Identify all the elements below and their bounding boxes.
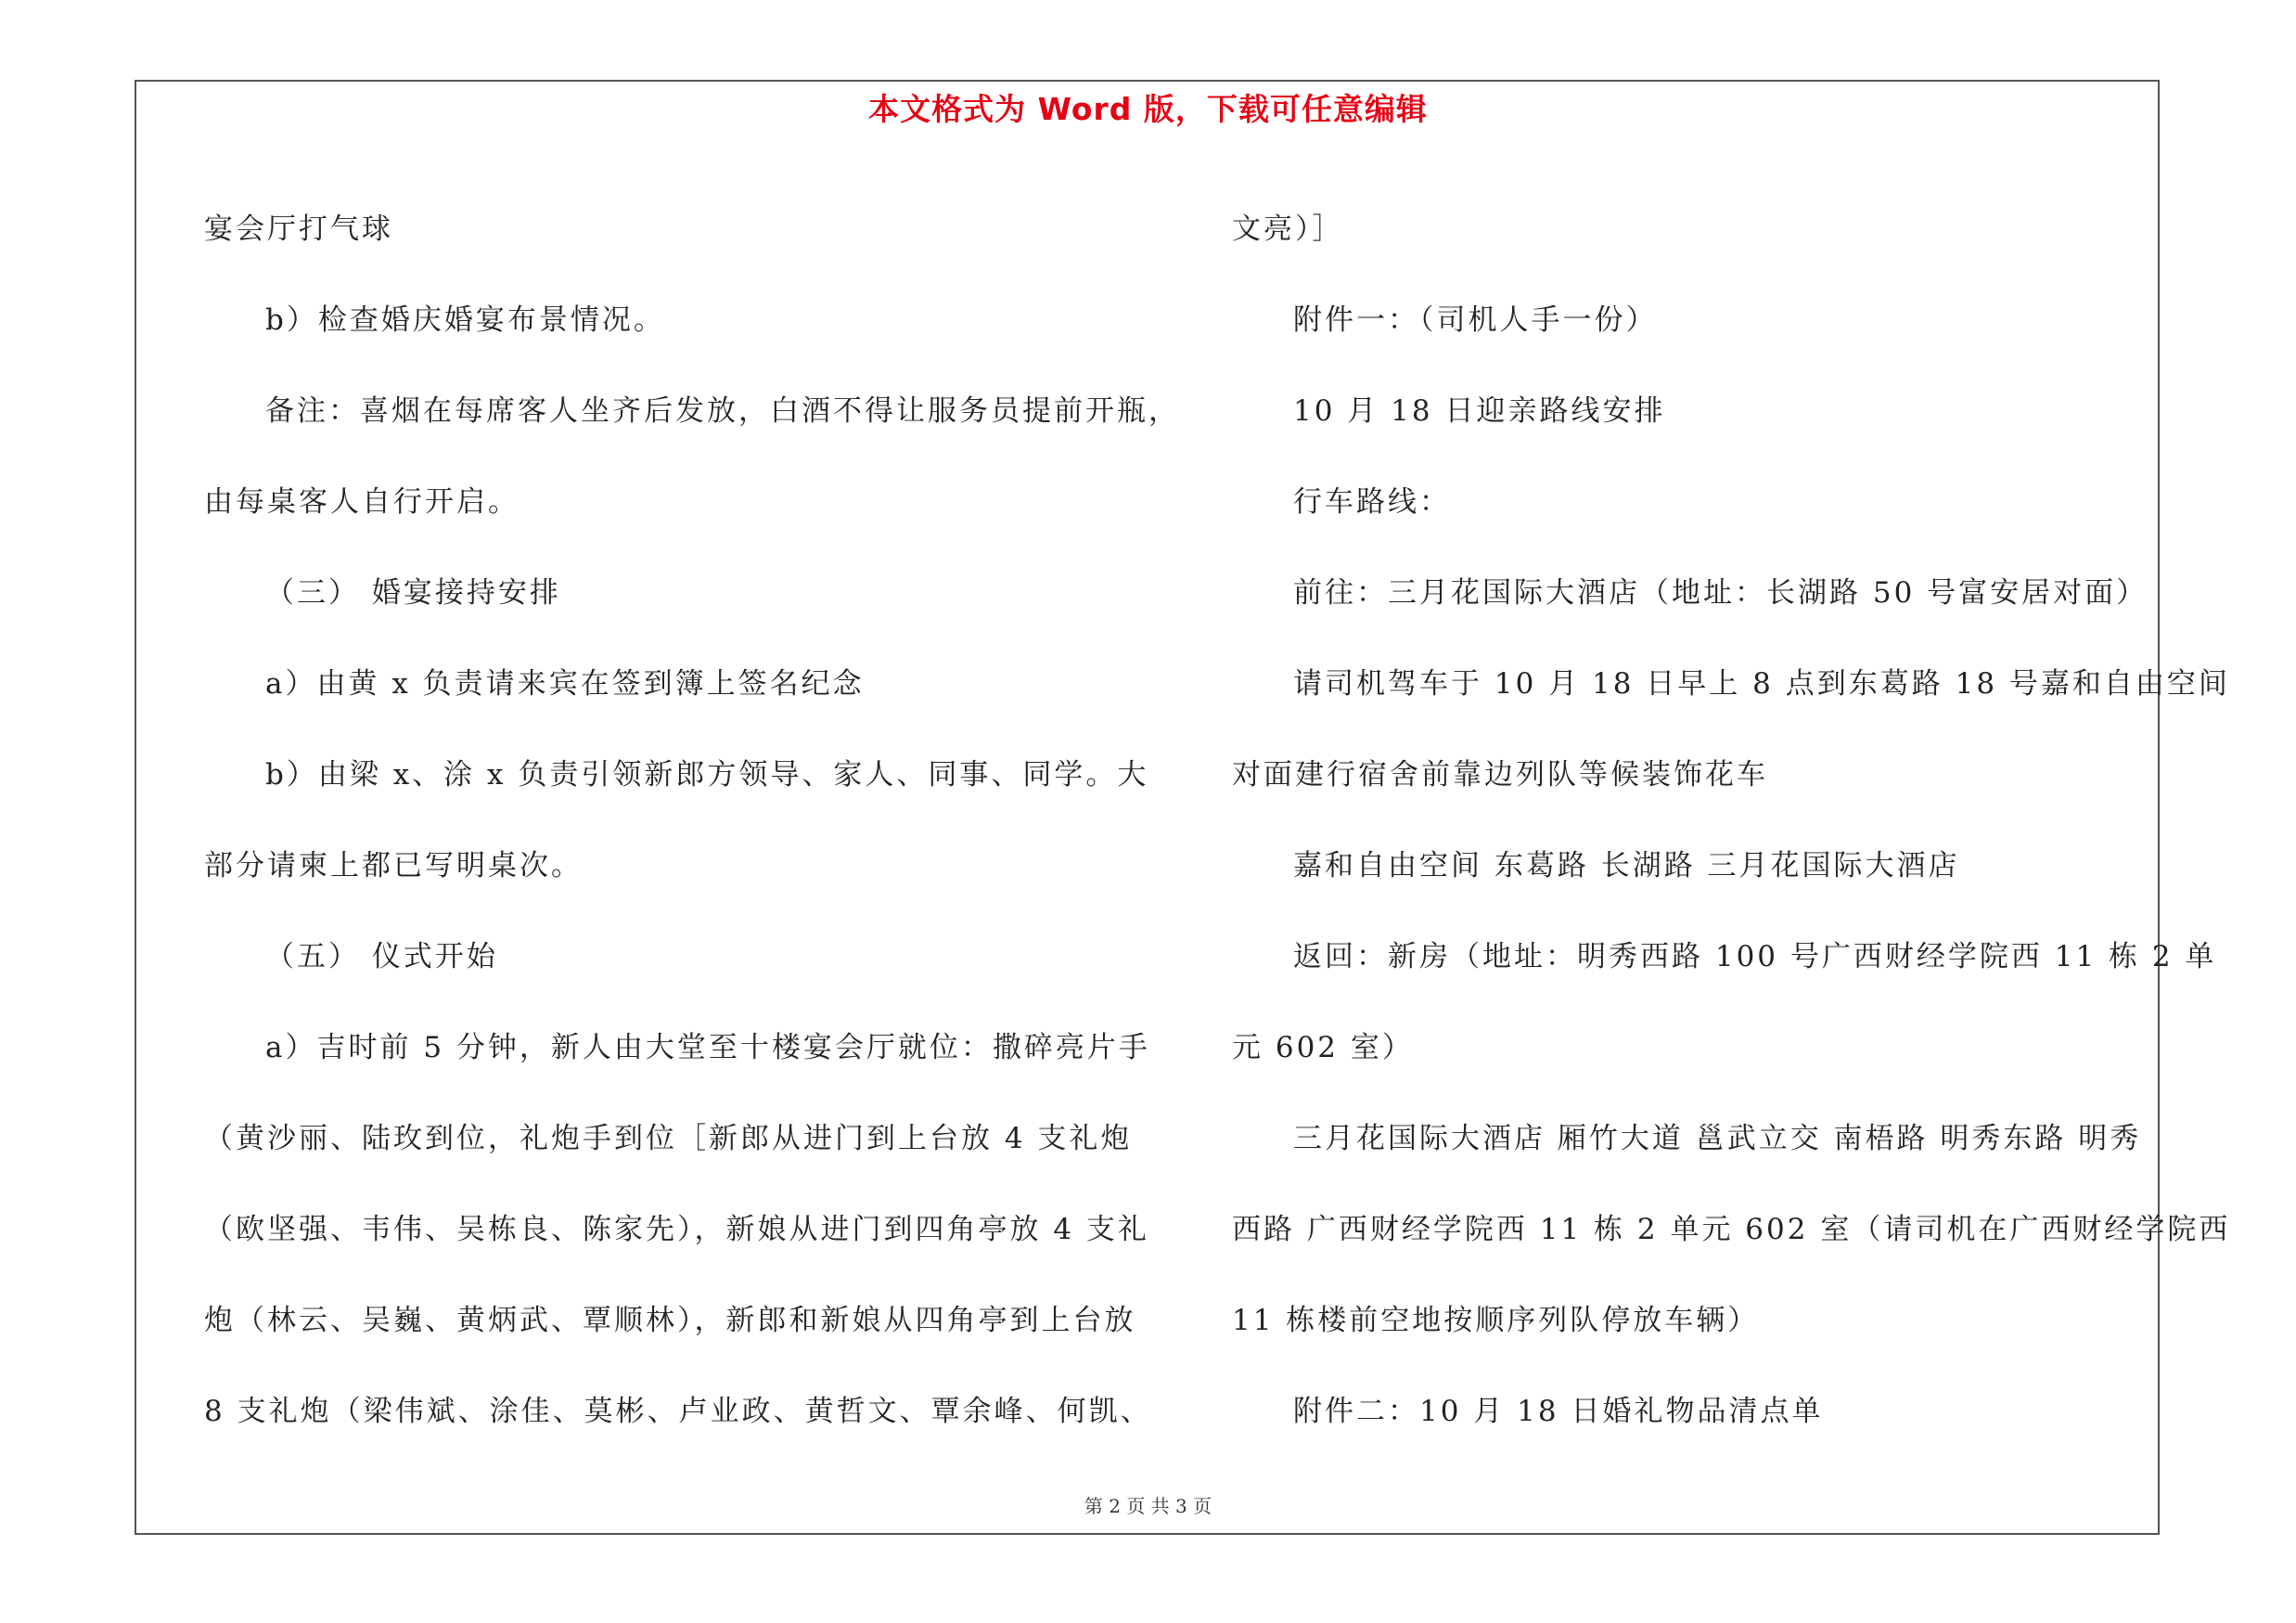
text-line: 返回：新房（地址：明秀西路 100 号广西财经学院西 11 栋 2 单 xyxy=(1293,940,2217,973)
text-line: 请司机驾车于 10 月 18 日早上 8 点到东葛路 18 号嘉和自由空间 xyxy=(1293,667,2230,701)
text-line: 由每桌客人自行开启。 xyxy=(204,485,519,519)
text-line: 部分请柬上都已写明桌次。 xyxy=(204,849,583,882)
text-line: 宴会厅打气球 xyxy=(204,213,393,246)
text-line: b）检查婚庆婚宴布景情况。 xyxy=(265,303,665,337)
text-line: a）吉时前 5 分钟，新人由大堂至十楼宴会厅就位：撒碎亮片手 xyxy=(265,1031,1150,1064)
text-line: b）由梁 x、涂 x 负责引领新郎方领导、家人、同事、同学。大 xyxy=(265,758,1149,792)
page-number: 第 2 页 共 3 页 xyxy=(1084,1495,1212,1517)
text-line: 行车路线： xyxy=(1293,485,1451,519)
text-line: （三） 婚宴接持安排 xyxy=(265,576,561,610)
format-banner: 本文格式为 Word 版，下载可任意编辑 xyxy=(868,91,1428,127)
text-line: 附件一：（司机人手一份） xyxy=(1293,303,1658,337)
text-line: （黄沙丽、陆玫到位，礼炮手到位［新郎从进门到上台放 4 支礼炮 xyxy=(204,1122,1133,1155)
text-line: a）由黄 x 负责请来宾在签到簿上签名纪念 xyxy=(265,667,865,701)
text-line: 对面建行宿舍前靠边列队等候装饰花车 xyxy=(1232,758,1768,792)
text-line: 前往：三月花国际大酒店（地址：长湖路 50 号富安居对面） xyxy=(1293,576,2148,610)
left-column xyxy=(204,184,1180,1457)
text-line: （欧坚强、韦伟、吴栋良、陈家先），新娘从进门到四角亭放 4 支礼 xyxy=(204,1213,1149,1246)
text-line: 西路 广西财经学院西 11 栋 2 单元 602 室（请司机在广西财经学院西 xyxy=(1232,1213,2231,1246)
text-line: 附件二：10 月 18 日婚礼物品清点单 xyxy=(1293,1395,1824,1428)
text-line: 嘉和自由空间 东葛路 长湖路 三月花国际大酒店 xyxy=(1293,849,1960,882)
text-line: 三月花国际大酒店 厢竹大道 邕武立交 南梧路 明秀东路 明秀 xyxy=(1293,1122,2142,1155)
text-line: 11 栋楼前空地按顺序列队停放车辆） xyxy=(1232,1304,1760,1337)
text-line: 炮（林云、吴巍、黄炳武、覃顺林），新郎和新娘从四角亭到上台放 xyxy=(204,1304,1136,1337)
text-line: 8 支礼炮（梁伟斌、涂佳、莫彬、卢业政、黄哲文、覃余峰、何凯、 xyxy=(204,1395,1152,1428)
text-line: 文亮）］ xyxy=(1232,213,1344,246)
text-line: （五） 仪式开始 xyxy=(265,940,498,973)
right-column xyxy=(1232,184,2231,1457)
text-line: 备注：喜烟在每席客人坐齐后发放，白酒不得让服务员提前开瓶， xyxy=(265,394,1180,428)
text-line: 元 602 室） xyxy=(1232,1031,1414,1064)
text-line: 10 月 18 日迎亲路线安排 xyxy=(1293,394,1666,428)
